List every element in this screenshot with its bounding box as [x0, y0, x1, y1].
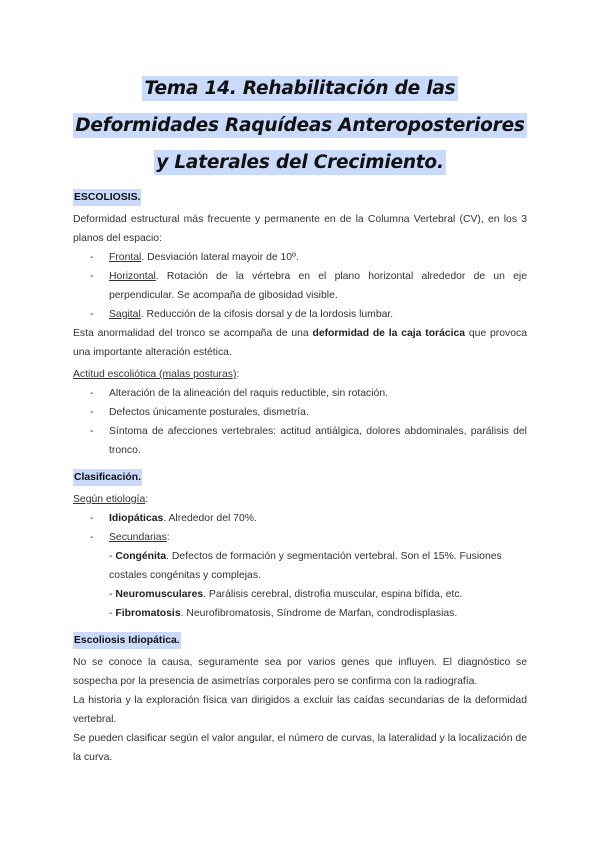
idiopatica-paragraph: Se pueden clasificar según el valor angular, el número de curvas, la lateralidad y la localización de la curva.	[73, 733, 527, 763]
actitud-title: Actitud escoliótica (malas posturas):	[73, 369, 240, 380]
section-heading-idiopatica: Escoliosis Idiopática.	[73, 631, 527, 650]
section-heading-escoliosis: ESCOLIOSIS.	[73, 188, 527, 207]
idiopatica-paragraph: No se conoce la causa, seguramente sea por varios genes que influyen. El diagnóstico se sospecha por la presencia de asimetrías corporales pero se confirma con la radiografía.	[73, 657, 527, 687]
list-item: - Alteración de la alineación del raquis reductible, sin rotación.	[90, 388, 388, 399]
list-item: - Sagital. Reducción de la cifosis dorsal y de la lordosis lumbar.	[90, 309, 394, 320]
title-line-1: Tema 14. Rehabilitación de las	[144, 78, 456, 99]
list-item: - Congénita. Defectos de formación y segmentación vertebral. Son el 15%. Fusiones costales congénitas y complejas.	[109, 551, 502, 581]
planes-list	[73, 248, 527, 324]
list-item: - Fibromatosis. Neurofibromatosis, Síndrome de Marfan, condrodisplasias.	[109, 608, 458, 619]
list-item: - Neuromusculares. Parálisis cerebral, distrofia muscular, espina bífida, etc.	[109, 589, 463, 600]
section-heading-clasificacion: Clasificación.	[73, 468, 527, 487]
list-item: - Síntoma de afecciones vertebrales: actitud antiálgica, dolores abdominales, parálisis del tronco.	[90, 426, 527, 456]
idiopatica-paragraph: La historia y la exploración física van dirigidos a excluir las caídas secundarias de la deformidad vertebral.	[73, 695, 527, 725]
title-line-3: y Laterales del Crecimiento.	[156, 152, 444, 173]
list-item: - Secundarias:	[90, 532, 170, 543]
segun-etiologia: Según etiología:	[73, 494, 149, 505]
actitud-list	[73, 384, 527, 460]
title-line-2: Deformidades Raquídeas Anteroposteriores	[75, 115, 525, 136]
clasificacion-list	[73, 509, 527, 623]
list-item: - Horizontal. Rotación de la vértebra en el plano horizontal alrededor de un eje perpendicular. Se acompaña de gibosidad visible.	[90, 271, 527, 301]
document-body	[73, 188, 527, 767]
escoliosis-intro: Deformidad estructural más frecuente y permanente en de la Columna Vertebral (CV), en los 3 planos del espacio:	[73, 214, 527, 244]
list-item: - Idiopáticas. Alrededor del 70%.	[90, 513, 257, 524]
anomaly-paragraph: Esta anormalidad del tronco se acompaña de una deformidad de la caja torácica que provoca una importante alteración estética.	[73, 328, 527, 358]
page-title	[40, 70, 560, 181]
list-item: - Defectos únicamente posturales, dismetría.	[90, 407, 309, 418]
list-item: - Frontal. Desviación lateral mayoir de 10º.	[90, 252, 299, 263]
